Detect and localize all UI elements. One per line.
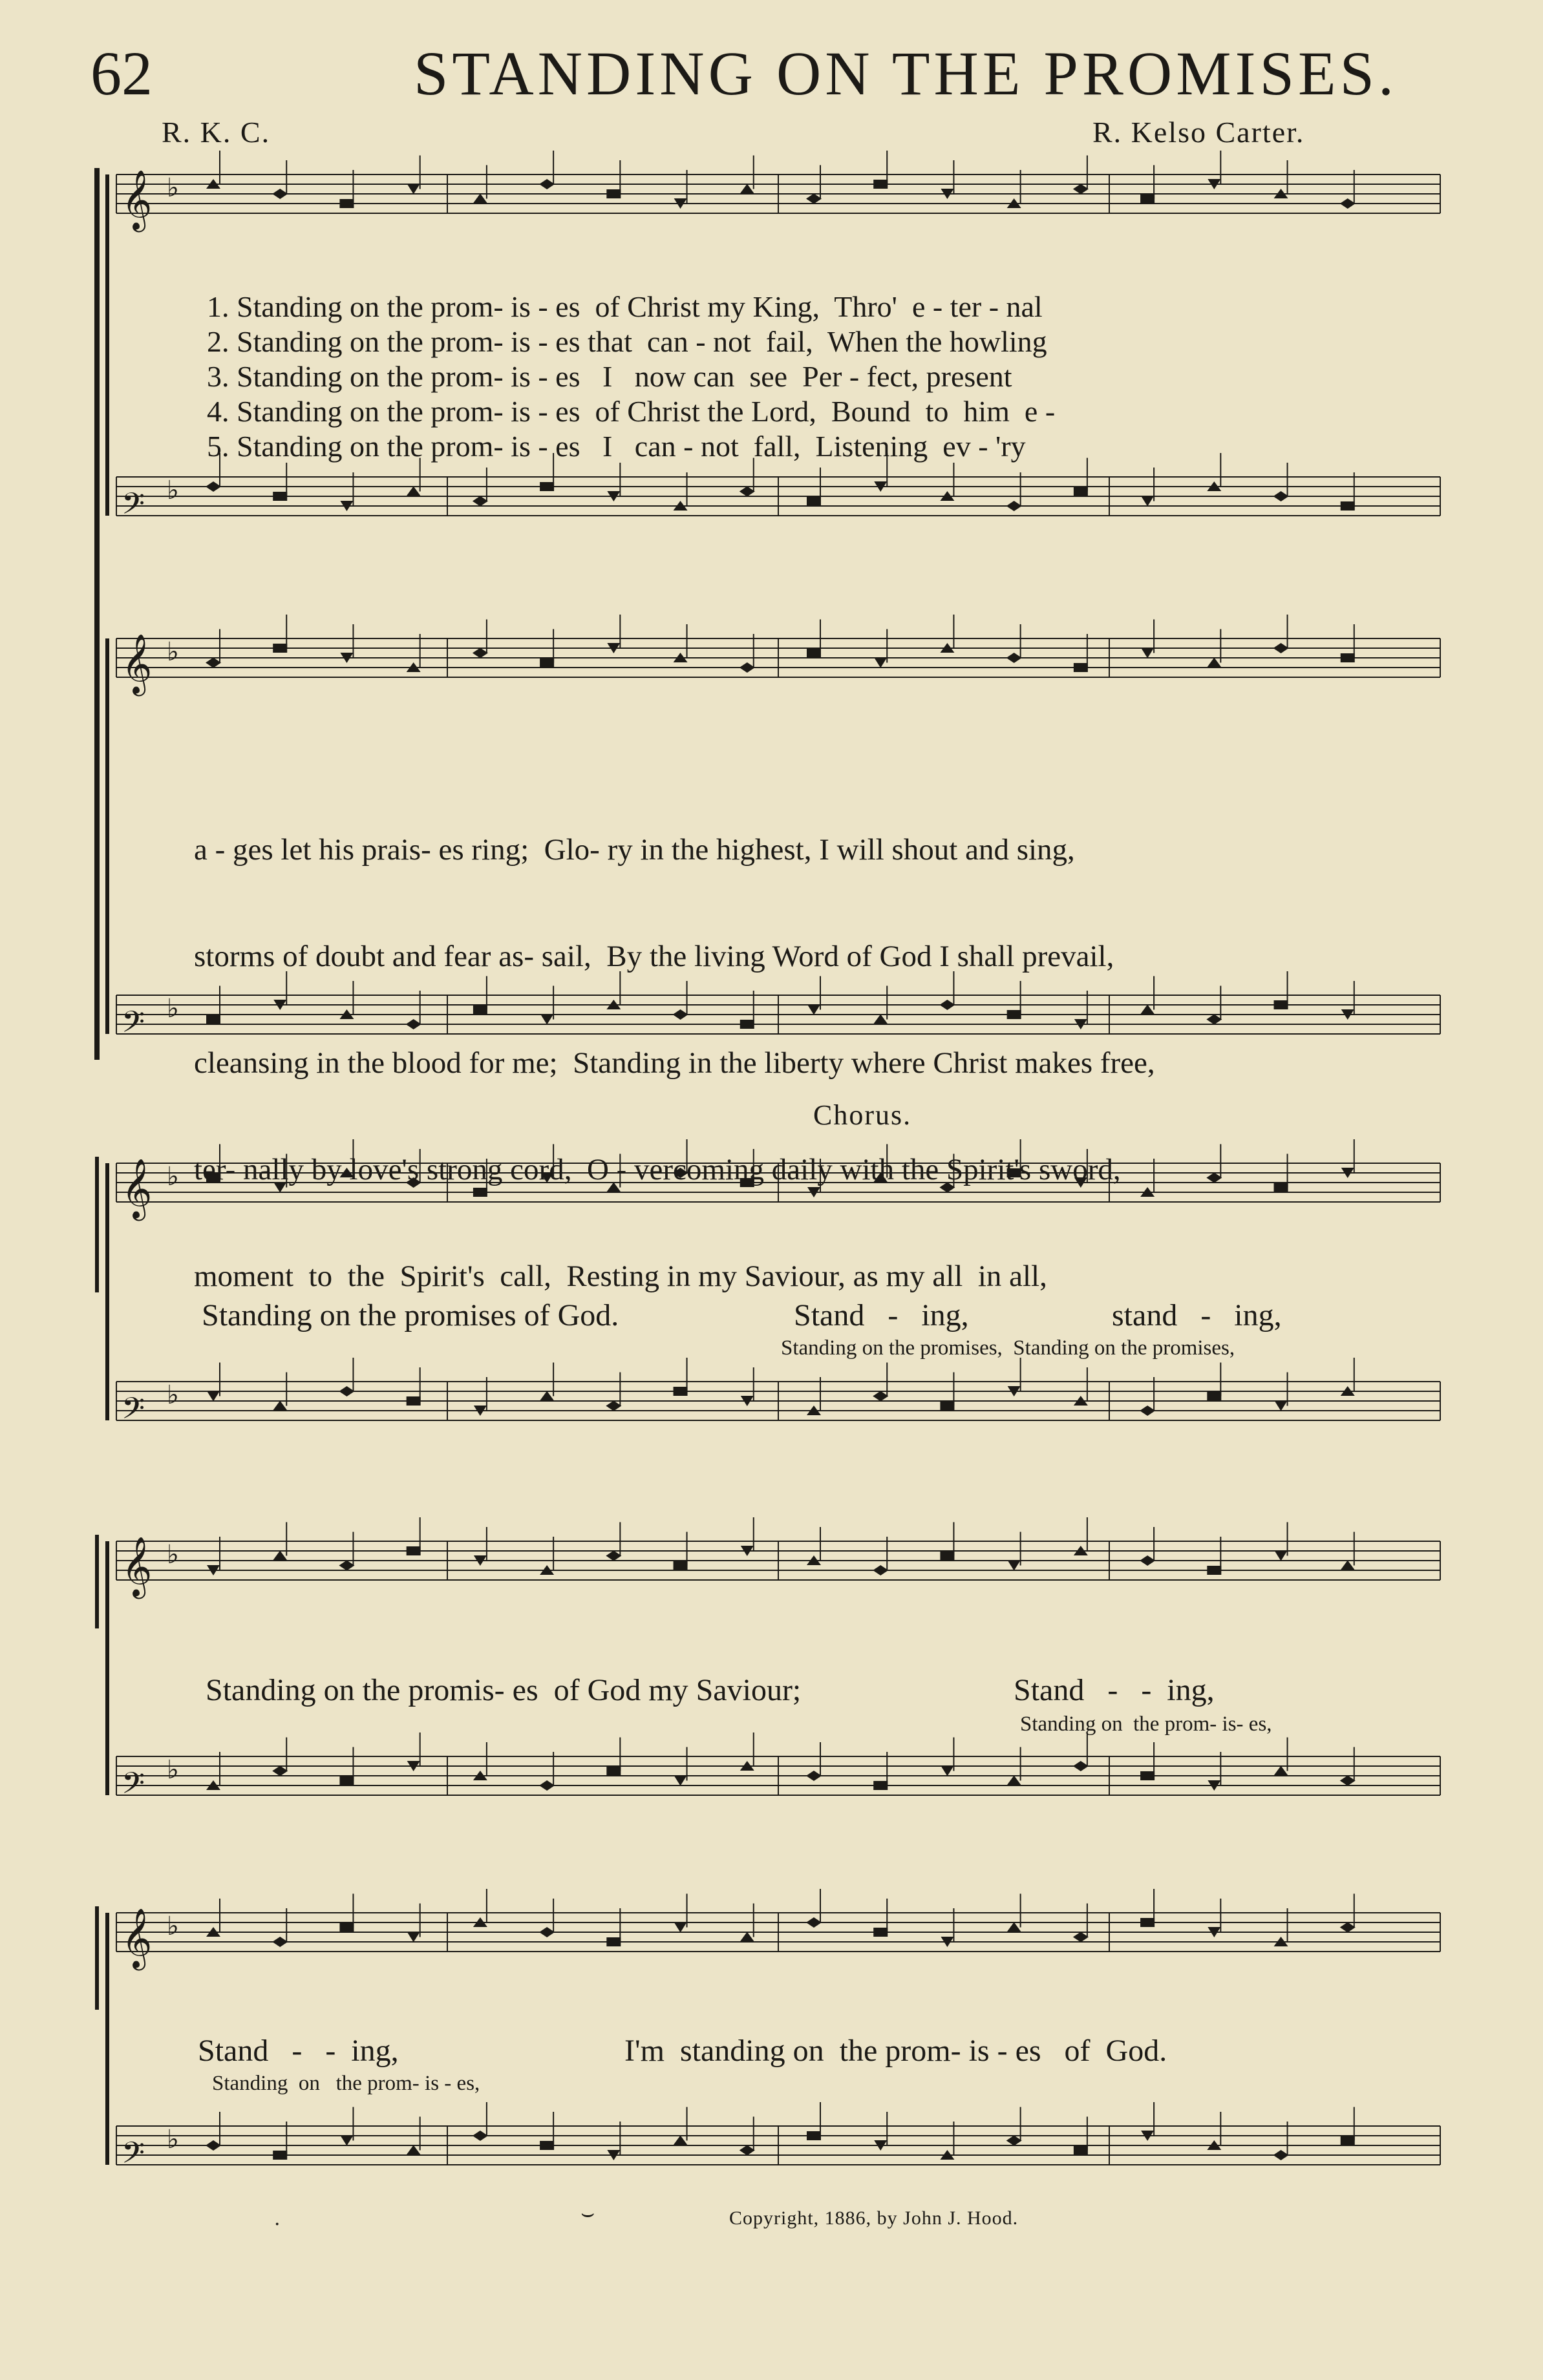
shape-note [272, 189, 288, 199]
shape-note [873, 180, 888, 189]
verse-line: a - ges let his prais- es ring; Glo- ry in the highest, I will shout and sing, [194, 833, 1075, 867]
shape-note [1341, 501, 1355, 511]
shape-note [340, 2136, 353, 2146]
shape-note [339, 1386, 354, 1396]
shape-note [740, 2145, 755, 2156]
hymn-title: STANDING ON THE PROMISES. [414, 39, 1398, 108]
shape-note [273, 644, 287, 653]
shape-note [606, 189, 621, 198]
verse-line: storms of doubt and fear as- sail, By the living Word of God I shall prevail, [194, 940, 1114, 973]
shape-note [674, 1561, 688, 1570]
treble-clef-icon: 𝄞 [122, 169, 153, 229]
flat-key-signature: ♭ [167, 476, 179, 505]
shape-note [1141, 496, 1154, 507]
shape-note [740, 487, 755, 497]
verse-lyrics-1 [207, 290, 1055, 464]
shape-note [1340, 198, 1356, 209]
shape-note [540, 658, 554, 668]
shape-note [206, 481, 221, 492]
shape-note [1073, 1761, 1089, 1771]
shape-note [339, 199, 354, 208]
shape-note [473, 496, 488, 507]
flat-key-signature: ♭ [167, 1911, 179, 1941]
treble-clef-icon: 𝄞 [122, 633, 153, 693]
flat-key-signature: ♭ [167, 1755, 179, 1785]
footer-dot: · [274, 2213, 281, 2236]
shape-note [1340, 1922, 1356, 1933]
chorus-lyric-3-stand: Stand - - ing, [198, 2034, 399, 2068]
shape-note [473, 194, 487, 204]
shape-note [806, 1917, 822, 1928]
flat-key-signature: ♭ [167, 1540, 179, 1570]
shape-note [806, 1771, 822, 1781]
chorus-lyric-1: Standing on the promises of God. [202, 1298, 619, 1332]
chorus-lyric-1-echo: Standing on the promises, Standing on the promises, [781, 1336, 1235, 1360]
shape-note [873, 1391, 888, 1402]
shape-note [1341, 1561, 1355, 1570]
bass-clef-icon: 𝄢 [122, 2136, 145, 2178]
shape-note [1206, 1015, 1222, 1025]
shape-note [1140, 1771, 1155, 1780]
shape-note [874, 658, 887, 668]
lyricist-credit: R. K. C. [162, 116, 271, 149]
shape-note [740, 662, 755, 673]
shape-note [407, 2145, 421, 2155]
treble-clef-icon: 𝄞 [122, 1158, 153, 1218]
shape-note [1074, 487, 1088, 496]
shape-note [1273, 643, 1289, 653]
copyright: Copyright, 1886, by John J. Hood. [729, 2207, 1019, 2229]
flat-key-signature: ♭ [167, 2125, 179, 2154]
shape-note [1006, 653, 1022, 663]
footer-ornament: ⌣ [580, 2200, 595, 2226]
shape-note [1340, 1776, 1356, 1786]
shape-note [206, 658, 221, 668]
chorus-lyric-3: I'm standing on the prom- is - es of God. [624, 2034, 1167, 2068]
verse-line: 3. Standing on the prom- is - es I now can see Per - fect, present [207, 360, 1012, 393]
shape-note [806, 194, 822, 204]
shape-note [539, 1780, 555, 1791]
shape-note [539, 179, 555, 189]
chorus-lyric-2-echo: Standing on the prom- is- es, [1020, 1712, 1272, 1736]
shape-note [740, 1932, 754, 1942]
shape-note [674, 1922, 687, 1933]
verse-line: 1. Standing on the prom- is - es of Christ my King, Thro' e - ter - nal [207, 290, 1043, 323]
shape-note [1074, 663, 1088, 672]
shape-note [540, 2141, 554, 2150]
bass-clef-icon: 𝄢 [122, 487, 145, 529]
shape-note [540, 482, 554, 491]
shape-note [1140, 1918, 1155, 1927]
shape-note [1074, 2146, 1088, 2155]
shape-note [1274, 1000, 1288, 1009]
shape-note [1007, 1776, 1021, 1785]
shape-note [1140, 1406, 1155, 1416]
shape-note [940, 1402, 954, 1411]
bass-clef-icon: 𝄢 [122, 1005, 145, 1047]
flat-key-signature: ♭ [167, 637, 179, 667]
shape-note [873, 1565, 888, 1575]
chorus-lyric-1-stand: Stand - ing, [794, 1298, 969, 1332]
verse-line: 4. Standing on the prom- is - es of Christ the Lord, Bound to him e - [207, 395, 1056, 428]
shape-note [1275, 1401, 1288, 1411]
shape-note [407, 1932, 420, 1943]
shape-note [606, 1401, 621, 1411]
shape-note [1274, 1766, 1288, 1776]
shape-note [1073, 184, 1089, 195]
verse-line: cleansing in the blood for me; Standing in the liberty where Christ makes free, [194, 1046, 1155, 1080]
page-number: 62 [90, 39, 153, 108]
shape-note [807, 649, 821, 658]
chorus-lyric-2-stand: Stand - - ing, [1014, 1673, 1215, 1707]
shape-note [1275, 1551, 1288, 1561]
shape-note [674, 1776, 687, 1786]
shape-note [606, 1767, 621, 1776]
chorus-label: Chorus. [813, 1099, 912, 1131]
shape-note [606, 1551, 621, 1561]
shape-note [807, 497, 821, 506]
treble-clef-icon: 𝄞 [122, 1536, 153, 1596]
shape-note [940, 1552, 954, 1561]
verse-line: 2. Standing on the prom- is - es that can - not fail, When the howling [207, 325, 1047, 358]
shape-note [1207, 1392, 1221, 1401]
flat-key-signature: ♭ [167, 173, 179, 203]
shape-note [674, 1387, 688, 1396]
shape-note [1073, 1932, 1089, 1943]
shape-note [1273, 2150, 1289, 2160]
chorus-lyric-1-stand2: stand - ing, [1112, 1298, 1282, 1332]
shape-note [674, 2136, 688, 2145]
shape-note [1140, 1555, 1155, 1566]
shape-note [272, 1937, 288, 1947]
shape-note [1341, 2136, 1355, 2145]
shape-note [539, 1927, 555, 1937]
shape-note [339, 1561, 354, 1571]
shape-note [1207, 658, 1221, 668]
shape-note [273, 1551, 287, 1561]
shape-note [1273, 491, 1289, 501]
verse-line: 5. Standing on the prom- is - es I can - not fall, Listening ev - 'ry [207, 430, 1026, 463]
flat-key-signature: ♭ [167, 994, 179, 1024]
shape-note [473, 648, 488, 658]
shape-note [873, 1928, 888, 1937]
shape-note [1274, 1183, 1288, 1192]
shape-note [1140, 195, 1155, 204]
shape-note [1007, 1922, 1021, 1932]
shape-note [873, 1781, 888, 1790]
shape-note [1006, 2136, 1022, 2146]
shape-note [273, 1401, 287, 1411]
flat-key-signature: ♭ [167, 1162, 179, 1192]
composer-credit: R. Kelso Carter. [1092, 116, 1305, 149]
shape-note [807, 2131, 821, 2140]
treble-clef-icon: 𝄞 [122, 1908, 153, 1968]
shape-note [740, 184, 754, 194]
bass-clef-icon: 𝄢 [122, 1766, 145, 1808]
shape-note [540, 1391, 554, 1401]
shape-note [207, 1391, 220, 1402]
shape-note [407, 1396, 421, 1406]
chorus-lyric-2: Standing on the promis- es of God my Saviour; [206, 1673, 802, 1707]
shape-note [273, 492, 287, 501]
shape-note [407, 1546, 421, 1555]
verse-line: ter- nally by love's strong cord, O - vercoming daily with the Spirit's sword, [194, 1153, 1121, 1186]
shape-note [339, 1923, 354, 1932]
shape-note [1341, 653, 1355, 662]
shape-note [1206, 1173, 1222, 1183]
shape-note [339, 1776, 354, 1785]
shape-note [206, 2140, 221, 2151]
shape-note [606, 1937, 621, 1946]
verse-line: moment to the Spirit's call, Resting in my Saviour, as my all in all, [194, 1259, 1047, 1293]
flat-key-signature: ♭ [167, 1380, 179, 1410]
shape-note [407, 487, 421, 496]
bass-clef-icon: 𝄢 [122, 1391, 145, 1433]
verse-lyrics-2 [194, 761, 1155, 1365]
shape-note [941, 1766, 953, 1776]
shape-note [1207, 1566, 1221, 1575]
shape-note [1006, 501, 1022, 511]
shape-note [407, 184, 420, 195]
chorus-lyric-3-echo: Standing on the prom- is - es, [212, 2072, 480, 2095]
shape-note [273, 2151, 287, 2160]
shape-note [1008, 1561, 1021, 1571]
shape-note [1141, 648, 1154, 658]
shape-note [473, 2131, 488, 2141]
shape-note [272, 1766, 288, 1776]
